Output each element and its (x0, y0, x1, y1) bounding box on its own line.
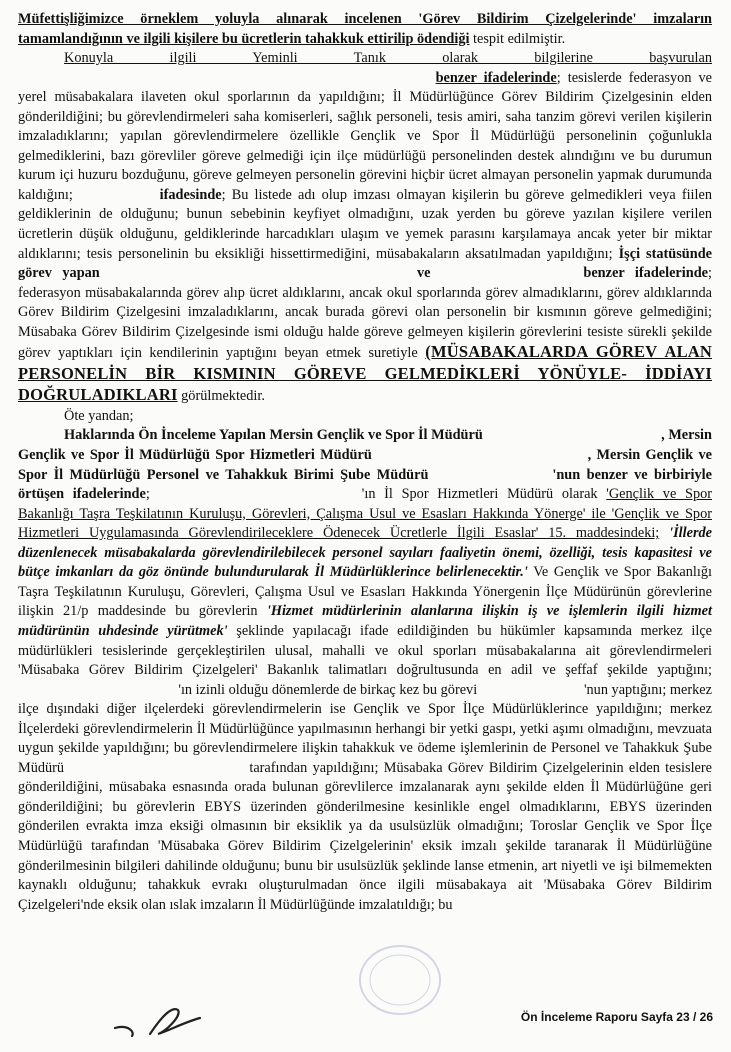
defense-text-3: 'ın izinli olduğu dönemlerde de birkaç kez bu görevi (178, 681, 478, 698)
signature (110, 996, 230, 1046)
separator: ; (145, 486, 159, 503)
witness-text-1: ; tesislerde federasyon ve yerel müsabakalara ilaveten okul sporlarının da yapıldığını; İl Müdürlüğünce Görev Bildirim Çizelgesinin elden gönderildiğini; bu görevlendirmeleri saha komiserleri, sağlık personeli, tesis amiri, saha tanzim görevi verilen kişilerin imzaladıklarını; yapılan görevlendirmelere özellikle Gençlik ve Spor İl Müdürlüğü personelinin çoğunlukla gelmediklerini, bazı görevliler göreve gelmediği için ilçe müdürlüğü personelinden destek alındığını ve bu durumun kurum içi huzuru bozduğunu, göreve gelmeyen personelin görevini hiçbir ücret almayan personelin yapmak durumunda kaldığını; (18, 69, 712, 203)
redacted-workers (110, 264, 406, 284)
article-quote: 'Hizmet müdürlerinin alanlarına ilişkin iş ve işlemlerin ilgili hizmet müdürünün uhdesinde yürütmek' (18, 603, 712, 639)
stamp-mark (355, 940, 445, 1020)
defense-text-4: 'nun yaptığını; merkez ilçe dışındaki diğer ilçelerdeki görevlendirmelerin ise Gençlik ve Spor İlçe Müdürlüklerince yapıldığını; merkez İlçelerdeki görevlendirmelerin İl Müdürlüğünce yapılmasının herhangi bir yetki gaspı, yetki aşımı olmadığını, mevzuata uygun şekilde yapıldığını; bu görevlendirmelere ilişkin tahakkuk ve ödeme işlemlerinin de Personel ve Tahakkuk Şube Müdürü (18, 681, 713, 776)
worker-status-label: İşçi statüsünde görev yapan (18, 245, 712, 282)
worker-text: ; federasyon müsabakalarında görev alıp ücret aldıklarını, ancak okul sporlarında görev almadıklarını, görev aldıklarında Görev Bildirim Çizelgesini imzaladıklarını, ancak burada görevi olan personelin bir kısmının göreve gelmediğini; Müsabaka Görev Bildirim Çizelgesinde ismi olduğu halde göreve gelmeyen kişilerin görevlerini tesiste sürekli şekilde görev yaptıkları için kendilerinin yaptığını beyan etmek suretiyle (18, 265, 712, 362)
witness-text-2: ; Bu listede adı olup imzası olmayan kişilerin bu göreve gelmedikleri veya fiilen geldiklerinin de olduğunu; bunun sebebinin keyfiyet olmadığını, uzak yerden bu göreve yazılan kişilere verilen ücretlerin düşük olduğunu, geldiklerinde harcadıkları ulaşım ve yemek parasını karşılamaya ancak yeter bir miktar aldıklarını; tesis personelinin bu eksikliği hissettirmediğini, müsabakaların aksatılmadan yapıldığını; (18, 186, 712, 262)
observed-text: görülmektedir. (177, 388, 265, 405)
worker-similar-statements: benzer ifadelerinde (583, 265, 708, 282)
paragraph-defense: Haklarında Ön İnceleme Yapılan Mersin Gençlik ve Spor İl Müdürü , Mersin Gençlik ve Spor İl Müdürlüğü Spor Hizmetleri Müdürü , Mersin Gençlik ve Spor İl Müdürlüğü Personel ve Tahakkuk Birimi Şube Müdürü 'nun benzer ve birbiriyle örtüşen ifadelerinde; 'ın İl Spor Hizmetleri Müdürü olarak 'Gençlik ve Spor Bakanlığı Taşra Teşkilatının Kuruluşu, Görevleri, Çalışma Usul ve Esasları Hakkında Yönerge' ile 'Gençlik ve Spor Hizmetleri Uygulamasında Görevlendirileceklere Ödenecek Ücretlerle İlgili Esaslar' 15. maddesindeki; 'İllerde düzenlenecek müsabakalarda görevlendirilebilecek personel sayıları faaliyetin önemi, özelliği, tesis kapasitesi ve bütçe imkanları da göz önünde bulundurularak İl Müdürlüklerince belirlenecektir.' Ve Gençlik ve Spor Bakanlığı Taşra Teşkilatının Kuruluşu, Görevleri, Çalışma Usul ve Esasları Hakkında Yönergenin İlçe Müdürünün görevlerine ilişkin 21/p maddesinde bu görevlerin 'Hizmet müdürlerinin alanlarına ilişkin iş ve işlemlerin ilgili hizmet müdürünün uhdesinde yürütmek' şeklinde yapılacağı ifade edildiğinden bu hükümler kapsamında merkez ilçe müdürlükleri tesislerinde gerçekleştirilen ulusal, mahalli ve okul sporları müsabakalarına ait görevlendirmeleri 'Müsabaka Görev Bildirim Çizelgeleri' Bakanlık talimatları doğrultusunda en adil ve şeffaf şekilde yaptığını; 'ın izinli olduğu dönemlerde de birkaç kez bu görevi 'nun yaptığını; merkez ilçe dışındaki diğer ilçelerdeki görevlendirmelerin ise Gençlik ve Spor İlçe Müdürlüklerince yapıldığını; merkez İlçelerdeki görevlendirmelerin İl Müdürlüğünce yapılmasının herhangi bir yetki gaspı, yetki aşımı olmadığını, mevzuata uygun şekilde yapıldığını; bu görevlendirmelere ilişkin tahakkuk ve ödeme işlemlerinin de Personel ve Tahakkuk Şube Müdürü tarafından yapıldığını; Müsabaka Görev Bildirim Çizelgelerinin elden tesislere gönderildiğini, müsabaka esnasında orada bulunan görevlilerce imzalanarak aynı şekilde elden İl Müdürlüğüne geri gönderildiğini; bu görevlerin EBYS üzerinden gönderilmesine kesinlikle engel olmadıklarını, EBYS üzerinden gönderilen evrakta imza eksiği olmasının bir eksiklik ya da usulsüzlük olmadığını; Toroslar Gençlik ve Spor İlçe Müdürlüğü tarafından 'Müsabaka Görev Bildirim Çizelgelerinin' eksik imzalı şekilde taranarak İl Müdürlüğüne gönderilmesinin bilgileri dahilinde olduğunu; bunu bir usulsüzlük şeklinde lanse etmenin, art niyetli ve işi bilmemekten kaynaklı olduğunu; tahakkuk evrakı oluşturulmadan önce ilgili müsabakaya ait 'Müsabaka Görev Bildirim Çizelgeleri'nde eksik olan ıslak imzaların İl Müdürlüğünde imzalatıldığı; bu (18, 427, 713, 913)
redacted-sports-director (377, 446, 587, 466)
redacted-name-5 (69, 759, 244, 779)
finding-statement-end: tespit edilmiştir. (469, 30, 566, 47)
page-footer: Ön İnceleme Raporu Sayfa 23 / 26 (520, 1010, 713, 1024)
paragraph-on-the-other-hand: Öte yandan; (64, 407, 134, 424)
witness-similar-statements: benzer ifadelerinde (435, 69, 557, 86)
director-label: Haklarında Ön İnceleme Yapılan Mersin Gençlik ve Spor İl Müdürü (64, 427, 483, 444)
defense-text-5: tarafından yapıldığını; Müsabaka Görev Bildirim Çizelgelerinin elden tesislere gönderildiğini, müsabaka esnasında orada bulunan görevlilerce imzalanarak aynı şekilde elden İl Müdürlüğüne geri gönderildiğini; bu görevlerin EBYS üzerinden gönderilmesine kesinlikle engel olmadıklarını, EBYS üzerinden gönderilen evrakta imza eksiği olmasının bir eksiklik ya da usulsüzlük olmadığını; Toroslar Gençlik ve Spor İlçe Müdürlüğü tarafından 'Müsabaka Görev Bildirim Çizelgelerinin' eksik imzalı şekilde taranarak İl Müdürlüğüne gönderilmesinin bilgileri dahilinde olduğunu; bunu bir usulsüzlük şeklinde lanse etmenin, art niyetli ve işi bilmemekten kaynaklı olduğunu; tahakkuk evrakı oluşturulmadan önce ilgili müsabakaya ait 'Müsabaka Görev Bildirim Çizelgeleri'nde eksik olan ıslak imzaların İl Müdürlüğünde imzalatıldığı; bu (18, 759, 712, 913)
redacted-worker-2 (441, 264, 573, 284)
and-word: ve (417, 265, 431, 282)
paragraph-findings (18, 10, 712, 49)
witness-intro: Konuyla ilgili Yeminli Tanık olarak bilgilerine başvurulan (64, 50, 712, 67)
defense-text-1: Ve Gençlik ve Spor Bakanlığı Taşra Teşkilatının Kuruluşu, Görevleri, Çalışma Usul ve Esasları Hakkında Yönergenin İlçe Müdürünün görevlerine ilişkin 21/p maddesinde bu görevlerin (18, 564, 712, 620)
role-text: 'ın İl Spor Hizmetleri Müdürü olarak (361, 486, 598, 503)
redacted-names (18, 69, 429, 89)
defense-similar-statements: 'nun benzer ve birbiriyle örtüşen ifadelerinde (18, 466, 712, 503)
redacted-name-3 (18, 681, 178, 701)
paragraph-witness (18, 49, 712, 407)
report-body (18, 10, 712, 915)
regulation-reference: 'Gençlik ve Spor Bakanlığı Taşra Teşkilatının Kuruluşu, Görevleri, Çalışma Usul ve Esasları Hakkında Yönerge' ile 'Gençlik ve Spor Hizmetleri Uygulamasında Görevlendirileceklere Ödenecek Ücretlerle İlgili Esaslar' 15. maddesindeki; (18, 486, 712, 542)
redacted-name-4 (481, 681, 584, 701)
defense-text-2: şeklinde yapılacağı ifade edildiğinden bu hükümler kapsamında merkez ilçe müdürlükleri tesislerinde gerçekleştirilen ulusal, mahalli ve okul sporları müsabakalarına ait görevlendirmeleri 'Müsabaka Görev Bildirim Çizelgeleri' Bakanlık talimatları doğrultusunda en adil ve şeffaf şekilde yaptığını; (18, 622, 713, 679)
redacted-name-2 (159, 485, 362, 505)
finding-statement: Müfettişliğimizce örneklem yoluyla alınarak incelenen 'Görev Bildirim Çizelgelerinde' imzaların tamamlandığının ve ilgili kişilere bu ücretlerin tahakkuk ettirilip ödendiği (18, 11, 712, 47)
regulation-quote: 'İllerde düzenlenecek müsabakalarda görevlendirilebilecek personel sayıları faaliyetin önemi, özelliği, tesis kapasitesi ve bütçe imkanları da göz önünde bulundurularak İl Müdürlüklerince belirlenecektir.' (18, 525, 713, 581)
personnel-director-label: Mersin Gençlik ve Spor İl Müdürlüğü Personel ve Tahakkuk Birimi Şube Müdürü (18, 447, 712, 483)
redacted-name (79, 186, 154, 206)
witness-statement-label: ifadesinde (159, 186, 222, 203)
allegation-confirmed: (MÜSABAKALARDA GÖREV ALAN PERSONELİN BİR KISMININ GÖREVE GELMEDİKLERİ YÖNÜYLE- İDDİAYI DOĞRULADIKLARI (18, 342, 713, 405)
sports-director-label: Mersin Gençlik ve Spor İl Müdürlüğü Spor Hizmetleri Müdürü (18, 427, 712, 464)
redacted-director (486, 426, 661, 446)
redacted-personnel-director (435, 466, 552, 486)
